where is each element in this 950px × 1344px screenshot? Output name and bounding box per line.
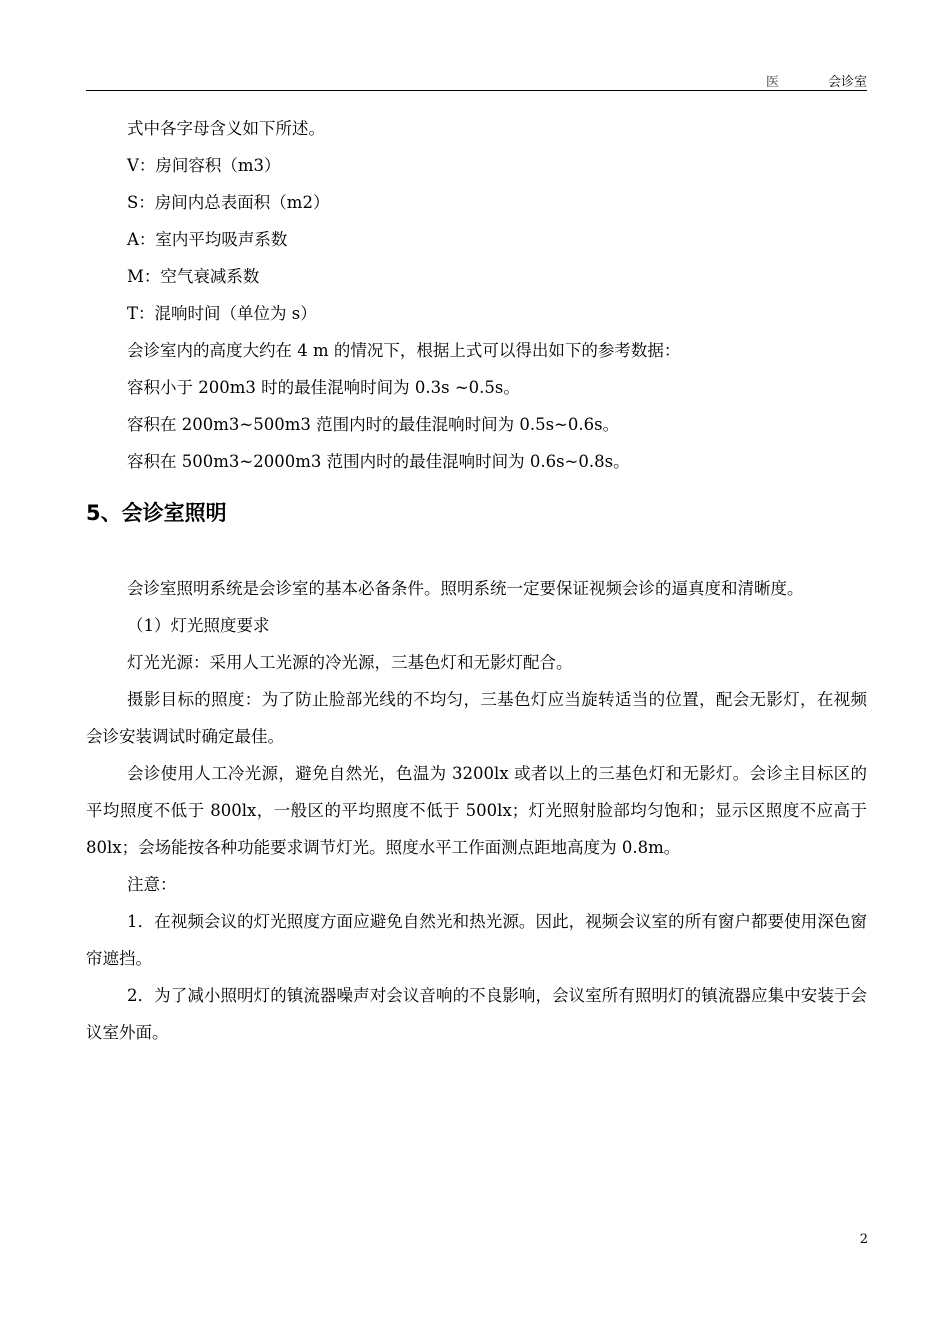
text-line: 式中各字母含义如下所述。 (127, 119, 325, 138)
paragraph: 摄影目标的照度：为了防止脸部光线的不均匀，三基色灯应当旋转适当的位置，配会无影灯，在视频会诊安装调试时确定最佳。 (86, 690, 867, 746)
definition-v: V：房间容积（m3） (127, 156, 281, 175)
header-title: 会诊室 (827, 75, 867, 90)
text-line: 会诊室内的高度大约在 4 m 的情况下，根据上式可以得出如下的参考数据： (127, 341, 681, 360)
paragraph: 灯光光源：采用人工光源的冷光源，三基色灯和无影灯配合。 (127, 653, 573, 672)
definition-t: T：混响时间（单位为 s） (127, 304, 317, 323)
reverb-reference-2: 容积在 200m3~500m3 范围内时的最佳混响时间为 0.5s~0.6s。 (127, 415, 620, 434)
section-heading: 5、会诊室照明 (86, 501, 227, 525)
page-header (86, 70, 867, 91)
subheading: （1）灯光照度要求 (127, 616, 270, 635)
paragraph: 会诊使用人工冷光源，避免自然光，色温为 3200lx 或者以上的三基色灯和无影灯。会诊主目标区的平均照度不低于 800lx，一般区的平均照度不低于 500lx；灯光照射脸部均匀饱和；显示区照度不应高于 80lx；会场能按各种功能要求调节灯光。照度水平工作面测点距地高度为 0.8m。 (86, 764, 867, 857)
header-left-text: 医 (766, 75, 780, 90)
definition-s: S：房间内总表面积（m2） (127, 193, 330, 212)
definition-m: M：空气衰减系数 (127, 267, 260, 286)
paragraph: 会诊室照明系统是会诊室的基本必备条件。照明系统一定要保证视频会诊的逼真度和清晰度。 (127, 579, 804, 598)
note-item: 2．为了减小照明灯的镇流器噪声对会议音响的不良影响，会议室所有照明灯的镇流器应集中安装于会议室外面。 (86, 986, 867, 1042)
note-item: 1．在视频会议的灯光照度方面应避免自然光和热光源。因此，视频会议室的所有窗户都要使用深色窗帘遮挡。 (86, 912, 867, 968)
reverb-reference-3: 容积在 500m3~2000m3 范围内时的最佳混响时间为 0.6s~0.8s。 (127, 452, 630, 471)
document-body (86, 110, 867, 1051)
reverb-reference-1: 容积小于 200m3 时的最佳混响时间为 0.3s ~0.5s。 (127, 378, 520, 397)
note-label: 注意： (127, 875, 177, 894)
page-number: 2 (859, 1232, 868, 1247)
definition-a: A：室内平均吸声系数 (127, 230, 288, 249)
